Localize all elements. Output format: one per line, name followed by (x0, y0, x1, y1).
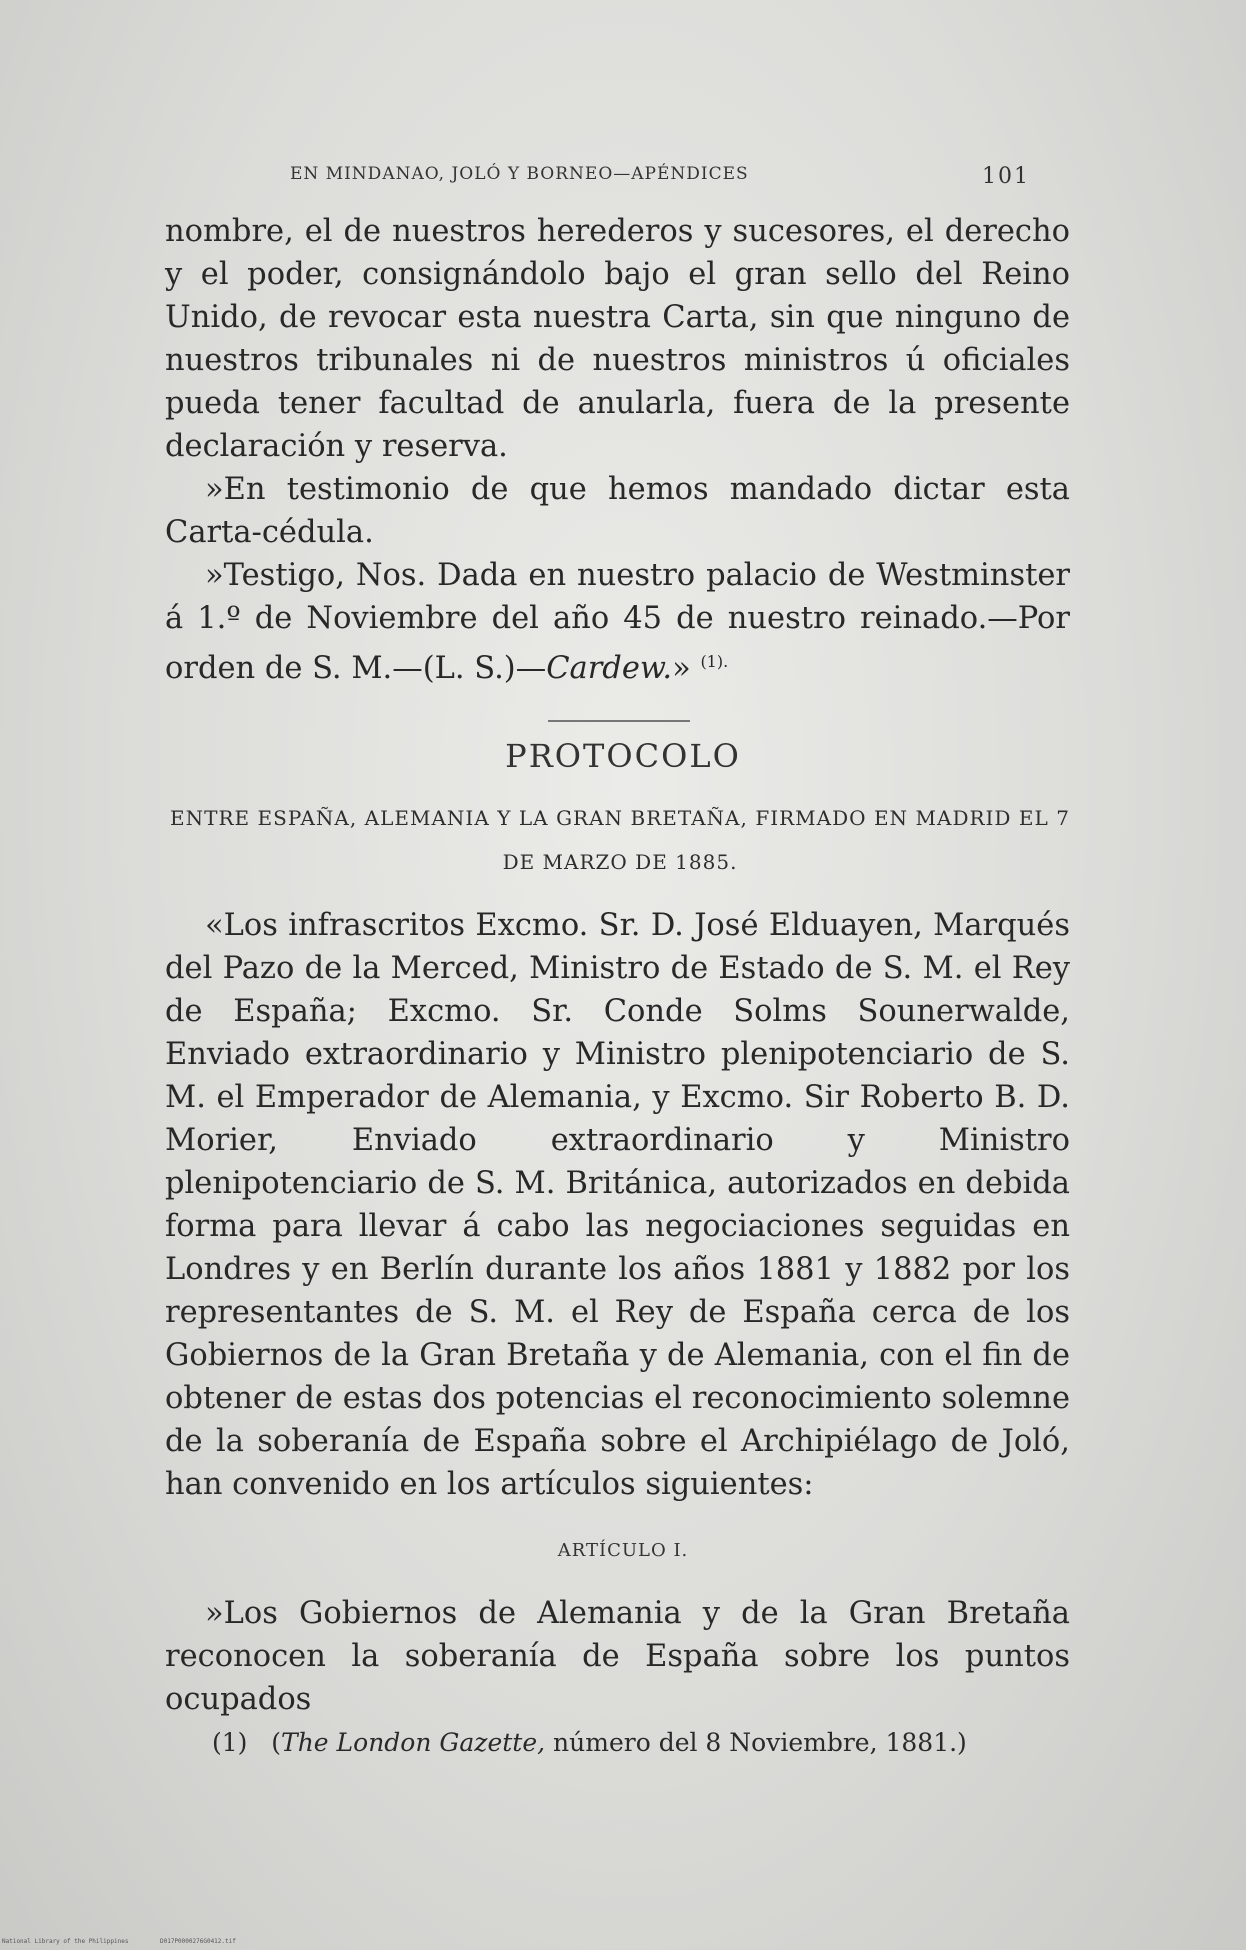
running-header (290, 164, 1030, 189)
article-body (165, 1592, 1070, 1721)
paragraph-testimonio: »En testimonio de que hemos mandado dictar esta Carta-cédula. (165, 472, 1070, 550)
protocol-body (165, 904, 1070, 1506)
protocol-subtitle: ENTRE ESPAÑA, ALEMANIA Y LA GRAN BRETAÑA, FIRMADO EN MADRID EL 7 DE MARZO DE 1885. (170, 806, 1070, 874)
paragraph-testigo (165, 554, 1070, 690)
closing-quote: » (672, 651, 691, 687)
footnote-rest: número del 8 Noviembre, 1881. (545, 1728, 958, 1757)
footnote-open-paren: ( (271, 1728, 282, 1757)
footnote-ref: (1). (700, 652, 729, 671)
paragraph-continued: nombre, el de nuestros herederos y sucesores, el derecho y el poder, consignándolo bajo el gran sello del Reino Unido, de revocar esta nuestra Carta, sin que ninguno de nuestros tribunales ni de nuestros ministros ú oficiales pueda tener facultad de anularla, fuera de la presente declaración y reserva. (165, 214, 1070, 464)
footnote (212, 1728, 1032, 1757)
signature-cardew: Cardew. (546, 651, 673, 687)
continued-text (165, 210, 1070, 690)
page-number: 101 (982, 164, 1030, 189)
running-title: EN MINDANAO, JOLÓ Y BORNEO—APÉNDICES (290, 164, 749, 184)
article-heading: ARTÍCULO I. (557, 1540, 689, 1561)
scan-library-label: National Library of the Philippines (2, 1938, 129, 1945)
paragraph-infrascritos: «Los infrascritos Excmo. Sr. D. José Elduayen, Marqués del Pazo de la Merced, Ministro de Estado de S. M. el Rey de España; Excmo. Sr. Conde Solms Sounerwalde, Enviado extraordinario y Ministro plenipotenciario de S. M. el Emperador de Alemania, y Excmo. Sir Roberto B. D. Morier, Enviado extraordinario y Ministro plenipotenciario de S. M. Británica, autorizados en debida forma para llevar á cabo las negociaciones seguidas en Londres y en Berlín durante los años 1881 y 1882 por los representantes de S. M. el Rey de España cerca de los Gobiernos de la Gran Bretaña y de Alemania, con el fin de obtener de estas dos potencias el reconocimiento solemne de la soberanía de España sobre el Archipiélago de Joló, han convenido en los artículos siguientes: (165, 908, 1070, 1502)
footnote-marker: (1) (212, 1728, 248, 1757)
footnote-close-paren: ) (957, 1728, 967, 1757)
scan-file-id: D017P0000276G0412.tif (160, 1938, 236, 1945)
protocol-title: PROTOCOLO (505, 737, 741, 775)
testigo-text: »Testigo, Nos. Dada en nuestro palacio de Westminster á 1.º de Noviembre del año 45 de nuestro reinado.—Por orden de S. M.—(L. S.)— (165, 558, 1070, 687)
paragraph-article-1: »Los Gobiernos de Alemania y de la Gran Bretaña reconocen la soberanía de España sobre los puntos ocupados (165, 1596, 1070, 1717)
section-divider (548, 720, 690, 722)
footnote-source: The London Gazette, (281, 1728, 546, 1757)
